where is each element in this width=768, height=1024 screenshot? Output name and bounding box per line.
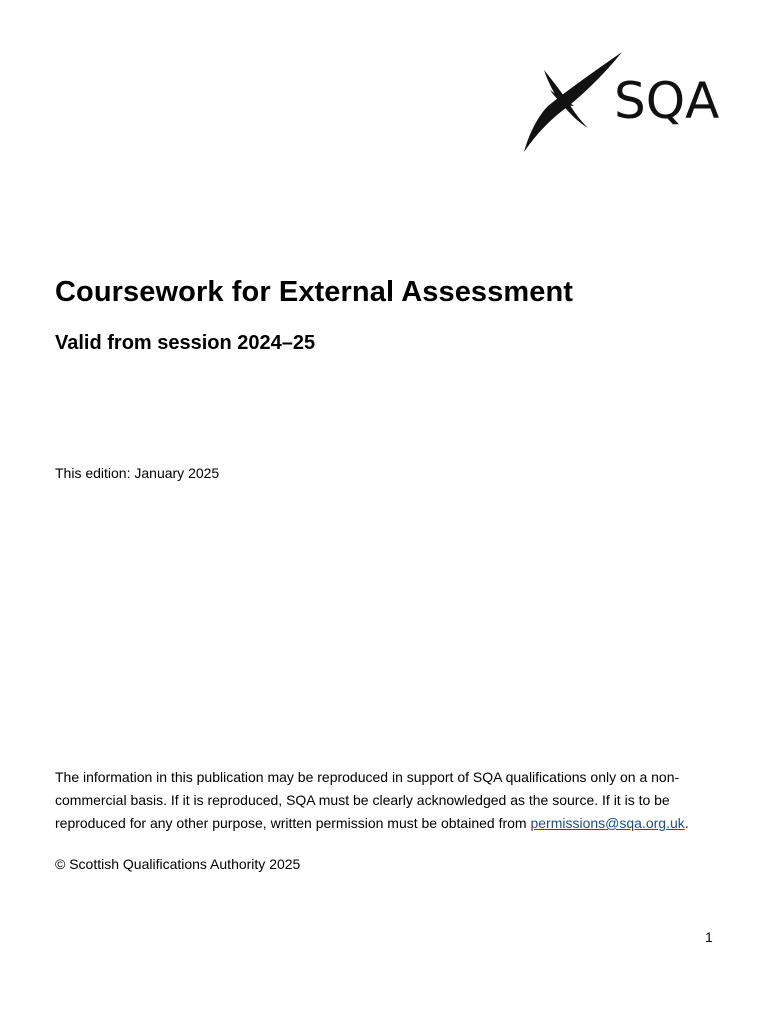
document-title: Coursework for External Assessment: [55, 276, 574, 308]
notice-text: The information in this publication may be reproduced in support of SQA qualifications only on a non-commercial basis. If it is reproduced, SQA must be clearly acknowledged as the source. If it is to be reproduced for any other purpose, written permission must be obtained from: [55, 769, 680, 831]
edition-date: This edition: January 2025: [55, 465, 220, 481]
copyright-notice: © Scottish Qualifications Authority 2025: [55, 856, 301, 872]
logo-text: SQA: [614, 72, 720, 130]
sqa-logo: [522, 50, 728, 154]
reproduction-notice: [55, 766, 715, 835]
notice-end: .: [684, 815, 689, 831]
sqa-saltire-icon: [522, 50, 728, 154]
page-number: 1: [705, 929, 713, 945]
document-subtitle: Valid from session 2024–25: [55, 332, 316, 354]
permissions-email-link[interactable]: permissions@sqa.org.uk: [530, 815, 685, 831]
